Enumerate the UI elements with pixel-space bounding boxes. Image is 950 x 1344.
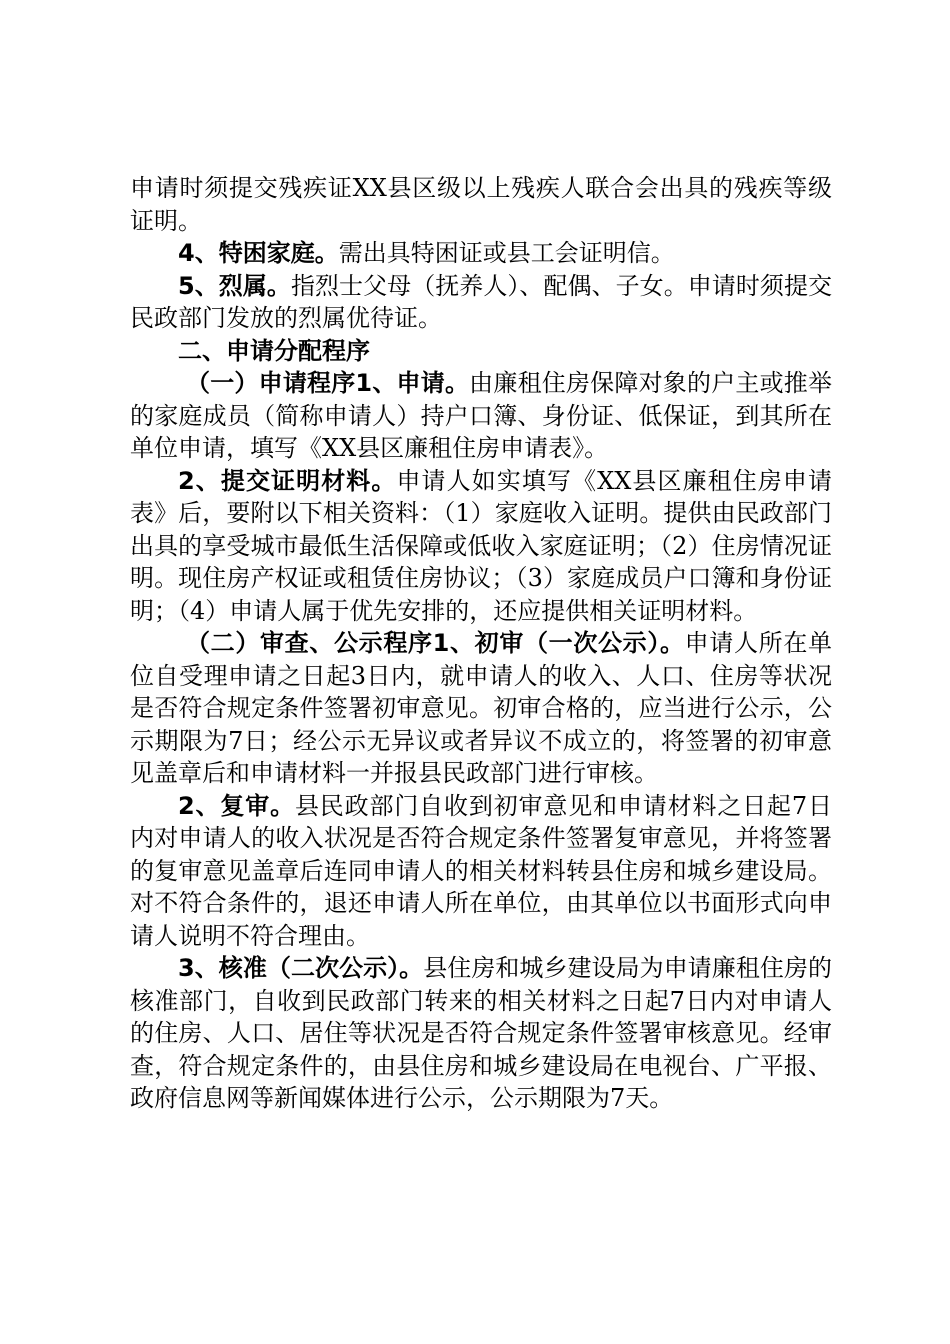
paragraph-text: 需出具特困证或县工会证明信。 [338,239,675,267]
paragraph-second-review [130,790,832,953]
document-page [130,172,832,1115]
paragraph-poverty-family [130,237,832,270]
paragraph-heading: 2、复审。 [178,791,295,820]
paragraph-heading: 5、烈属。 [178,271,291,300]
paragraph-text: 县住房和城乡建设局为申请廉租住房的核准部门，自收到民政部门转来的相关材料之日起7日内对申请人的住房、人口、居住等状况是否符合规定条件签署审核意见。经审查，符合规定条件的，由县住房和城乡建设局在电视台、广平报、政府信息网等新闻媒体进行公示，公示期限为7天。 [130,954,833,1112]
paragraph-heading: 3、核准（二次公示）。 [178,954,424,982]
paragraph-text: 指烈士父母（抚养人）、配偶、子女。申请时须提交民政部门发放的烈属优待证。 [130,271,833,332]
section-heading: 二、申请分配程序 [178,336,370,365]
paragraph-text: 县民政部门自收到初审意见和申请材料之日起7日内对申请人的收入状况是否符合规定条件签署复审意见，并将签署的复审意见盖章后连同申请人的相关材料转县住房和城乡建设局。对不符合条件的，退还申请人所在单位，由其单位以书面形式向申请人说明不符合理由。 [130,791,832,950]
paragraph-application [130,367,832,465]
paragraph-martyr-family [130,270,832,335]
paragraph-heading: 2、提交证明材料。 [178,466,397,495]
paragraph-text: 申请时须提交残疾证XX县区级以上残疾人联合会出具的残疾等级证明。 [130,174,832,235]
paragraph-submit-materials [130,465,832,628]
paragraph-text: 由廉租住房保障对象的户主或推举的家庭成员（简称申请人）持户口簿、身份证、低保证，到其所在单位申请，填写《XX县区廉租住房申请表》。 [130,369,833,462]
paragraph-disability-proof [130,172,832,237]
section-heading-application-procedure [130,335,832,368]
paragraph-text: 申请人如实填写《XX县区廉租住房申请表》后，要附以下相关资料：（1）家庭收入证明。提供由民政部门出具的享受城市最低生活保障或低收入家庭证明；（2）住房情况证明。现住房产权证或租赁住房协议；（3）家庭成员户口簿和身份证明；（4）申请人属于优先安排的，还应提供相关证明材料。 [130,466,832,625]
paragraph-preliminary-review [130,627,832,790]
paragraph-heading: （二）审查、公示程序1、初审（一次公示）。 [186,629,685,657]
paragraph-heading: （一）申请程序1、申请。 [186,369,470,397]
paragraph-approval [130,952,832,1115]
paragraph-text: 申请人所在单位自受理申请之日起3日内，就申请人的收入、人口、住房等状况是否符合规定条件签署初审意见。初审合格的，应当进行公示，公示期限为7日；经公示无异议或者异议不成立的，将签署的初审意见盖章后和申请材料一并报县民政部门进行审核。 [130,629,832,787]
paragraph-heading: 4、特困家庭。 [178,239,339,267]
